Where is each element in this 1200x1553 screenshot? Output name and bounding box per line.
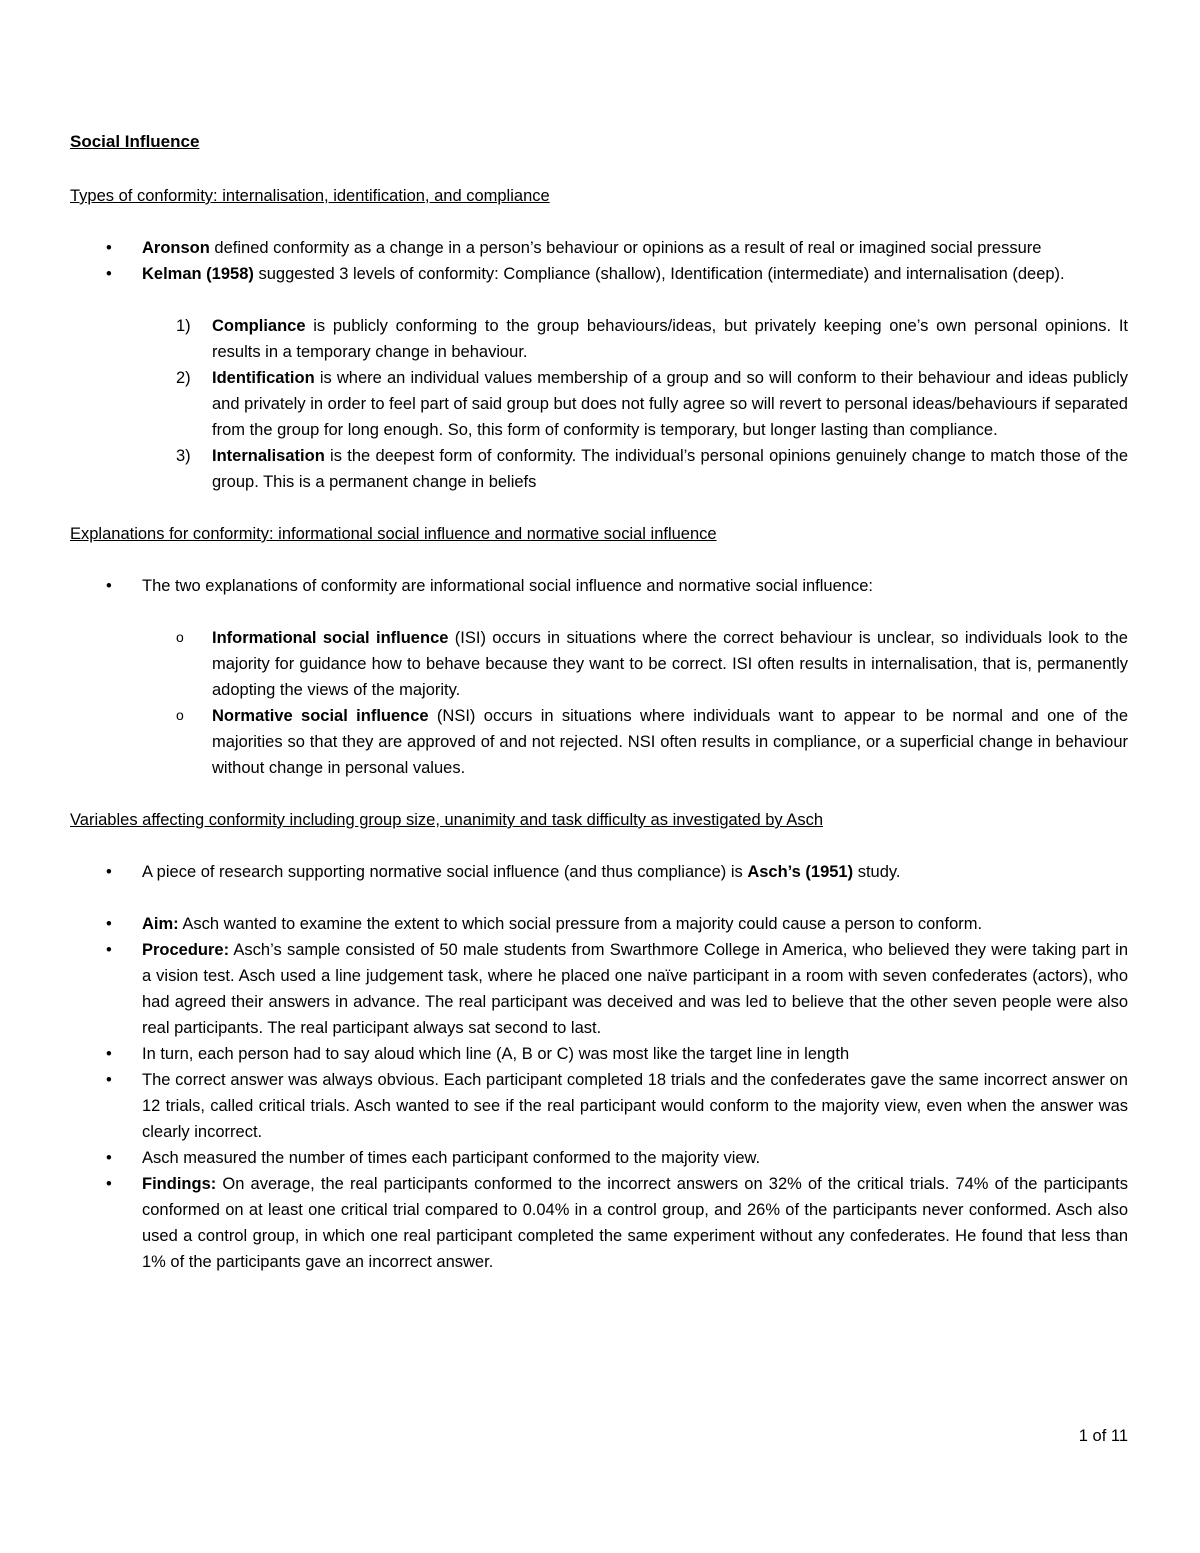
bullet-asch-research: • A piece of research supporting normative social influence (and thus compliance) is Asch’s (1951) study. [70, 859, 1128, 885]
bullet-aim: • Aim: Asch wanted to examine the extent to which social pressure from a majority could cause a person to conform. [70, 911, 1128, 937]
bullet-procedure: • Procedure: Asch’s sample consisted of 50 male students from Swarthmore College in America, who believed they were taking part in a vision test. Asch used a line judgement task, where he placed one naïve participant in a room with seven confederates (actors), who had agreed their answers in advance. The real participant was deceived and was led to believe that the other seven people were also real participants. The real participant always sat second to last. [70, 937, 1128, 1041]
sub-item-isi: o Informational social influence (ISI) occurs in situations where the correct behaviour is unclear, so individuals look to the majority for guidance how to behave because they want to be correct. ISI often results in internalisation, that is, permanently adopting the views of the majority. [70, 625, 1128, 703]
numbered-item-internalisation: 3) Internalisation is the deepest form of conformity. The individual’s personal opinions genuinely change to match those of the group. This is a permanent change in beliefs [176, 447, 1128, 491]
page-title: Social Influence [70, 132, 200, 151]
bullet-kelman: • Kelman (1958) suggested 3 levels of conformity: Compliance (shallow), Identification (intermediate) and internalisation (deep). [70, 261, 1128, 287]
bullet-correct-answer: • The correct answer was always obvious. Each participant completed 18 trials and the confederates gave the same incorrect answer on 12 trials, called critical trials. Asch wanted to see if the real participant would conform to the majority view, even when the answer was clearly incorrect. [70, 1067, 1128, 1145]
bullet-measured: • Asch measured the number of times each participant conformed to the majority view. [70, 1145, 1128, 1171]
section-heading-types: Types of conformity: internalisation, identification, and compliance [70, 187, 550, 205]
bullet-in-turn: • In turn, each person had to say aloud which line (A, B or C) was most like the target line in length [70, 1041, 1128, 1067]
numbered-item-compliance: 1) Compliance is publicly conforming to the group behaviours/ideas, but privately keeping one’s own personal opinions. It results in a temporary change in behaviour. [176, 317, 1128, 361]
bullet-findings: • Findings: On average, the real participants conformed to the incorrect answers on 32% of the critical trials. 74% of the participants conformed on at least one critical trial compared to 0.04% in a control group, and 26% of the participants never conformed. Asch also used a control group, in which one real participant completed the same experiment without any confederates. He found that less than 1% of the participants gave an incorrect answer. [70, 1171, 1128, 1275]
bullet-two-explanations: • The two explanations of conformity are informational social influence and normative social influence: [70, 573, 1128, 599]
page-number: 1 of 11 [1078, 1427, 1128, 1445]
bullet-aronson: • Aronson defined conformity as a change in a person’s behaviour or opinions as a result of real or imagined social pressure [70, 235, 1128, 261]
sub-item-nsi: o Normative social influence (NSI) occurs in situations where individuals want to appear to be normal and one of the majorities so that they are approved of and not rejected. NSI often results in compliance, or a superficial change in behaviour without change in personal values. [70, 703, 1128, 781]
document-body [70, 127, 1128, 1275]
numbered-item-identification: 2) Identification is where an individual values membership of a group and so will conform to their behaviour and ideas publicly and privately in order to feel part of said group but does not fully agree so will revert to personal ideas/behaviours if separated from the group for long enough. So, this form of conformity is temporary, but longer lasting than compliance. [176, 369, 1128, 439]
section-heading-explanations: Explanations for conformity: informational social influence and normative social influence [70, 525, 717, 543]
section-heading-variables: Variables affecting conformity including group size, unanimity and task difficulty as investigated by Asch [70, 811, 823, 829]
